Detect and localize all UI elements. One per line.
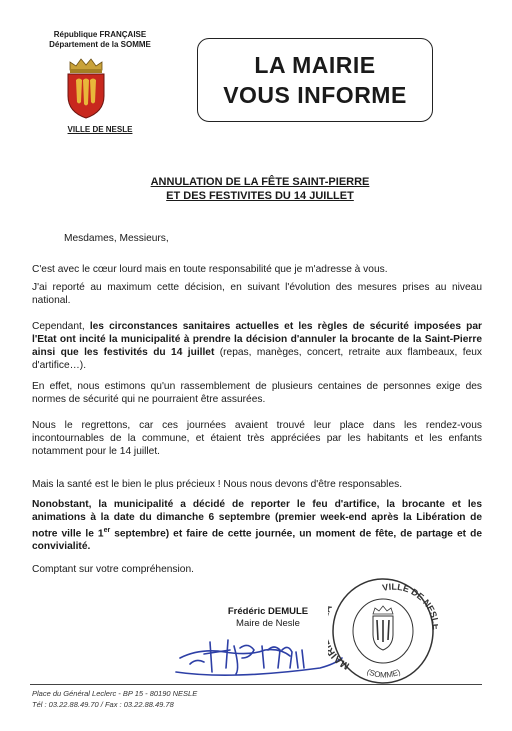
paragraph-4: En effet, nous estimons qu'un rassemblement de plusieurs centaines de personnes exige des normes de sécurité qui ne pourraient être assurées. xyxy=(32,381,482,405)
town-name: VILLE DE NESLE xyxy=(67,125,133,134)
department-text: Département de la SOMME xyxy=(49,40,151,49)
paragraph-3 xyxy=(32,320,482,372)
p3-start: Cependant, xyxy=(32,321,90,332)
footer xyxy=(32,688,197,710)
paragraph-2: J'ai reporté au maximum cette décision, en suivant l'évolution des mesures prises au niveau national. xyxy=(32,282,482,306)
p3-end: (repas, manèges, concert, retraite aux flambeaux, feux d'artifice…). xyxy=(32,347,482,371)
p3-bold: les circonstances sanitaires actuelles et les règles de sécurité imposées par l'Etat ont incité la municipalité à prendre la décision d'annuler la brocante de la Saint-Pierre ainsi que les festivités du 14 juillet xyxy=(32,321,482,358)
banner-line-2: VOUS INFORME xyxy=(223,82,407,108)
signatory-name: Frédéric DEMULE xyxy=(227,606,309,617)
republic-text: République FRANÇAISE xyxy=(53,30,147,39)
stamp-top-text: MAI xyxy=(329,650,352,672)
greeting: Mesdames, Messieurs, xyxy=(64,233,169,244)
p7-part-a: Nonobstant, la municipalité a décidé de reporter le feu d'artifice, la brocante et les animations à la date du dimanche 6 septembre (premier week-end après la Libération de notre ville le 1 xyxy=(32,499,482,540)
info-banner xyxy=(197,38,433,122)
footer-phone: Tél : 03.22.88.49.70 / Fax : 03.22.88.49.78 xyxy=(32,700,174,709)
title-line-1: ANNULATION DE LA FÊTE SAINT-PIERRE xyxy=(150,176,370,188)
document-title xyxy=(100,175,420,203)
official-stamp xyxy=(328,576,438,686)
p7-superscript: er xyxy=(103,527,111,534)
p7-part-b: septembre) et faire de cette journée, un moment de fête, de partage et de convivialité. xyxy=(32,528,482,553)
paragraph-1: C'est avec le cœur lourd mais en toute responsabilité que je m'adresse à vous. xyxy=(32,264,388,275)
stamp-bottom-text: (SOMME) xyxy=(365,667,402,680)
signatory-role: Maire de Nesle xyxy=(236,618,300,629)
paragraph-8: Comptant sur votre compréhension. xyxy=(32,564,194,575)
paragraph-6: Mais la santé est le bien le plus précieux ! Nous nous devons d'être responsables. xyxy=(32,479,403,490)
stamp-right-text: VILLE DE NES xyxy=(381,581,438,620)
banner-line-1: LA MAIRIE xyxy=(254,52,376,78)
signatory xyxy=(213,606,323,630)
footer-address: Place du Général Leclerc - BP 15 - 80190 NESLE xyxy=(32,689,198,698)
town-crest-icon xyxy=(64,56,108,120)
paragraph-5: Nous le regrettons, car ces journées avaient trouvé leur place dans les rendez-vous incontournables de la commune, et étaient très appréciées par les habitants et les enfants notamment pour le 14 juillet. xyxy=(32,420,482,457)
handwritten-signature xyxy=(170,628,350,680)
paragraph-7 xyxy=(32,498,482,553)
title-line-2: ET DES FESTIVITES DU 14 JUILLET xyxy=(166,190,354,202)
republic-label xyxy=(40,30,160,50)
footer-divider xyxy=(30,684,482,685)
